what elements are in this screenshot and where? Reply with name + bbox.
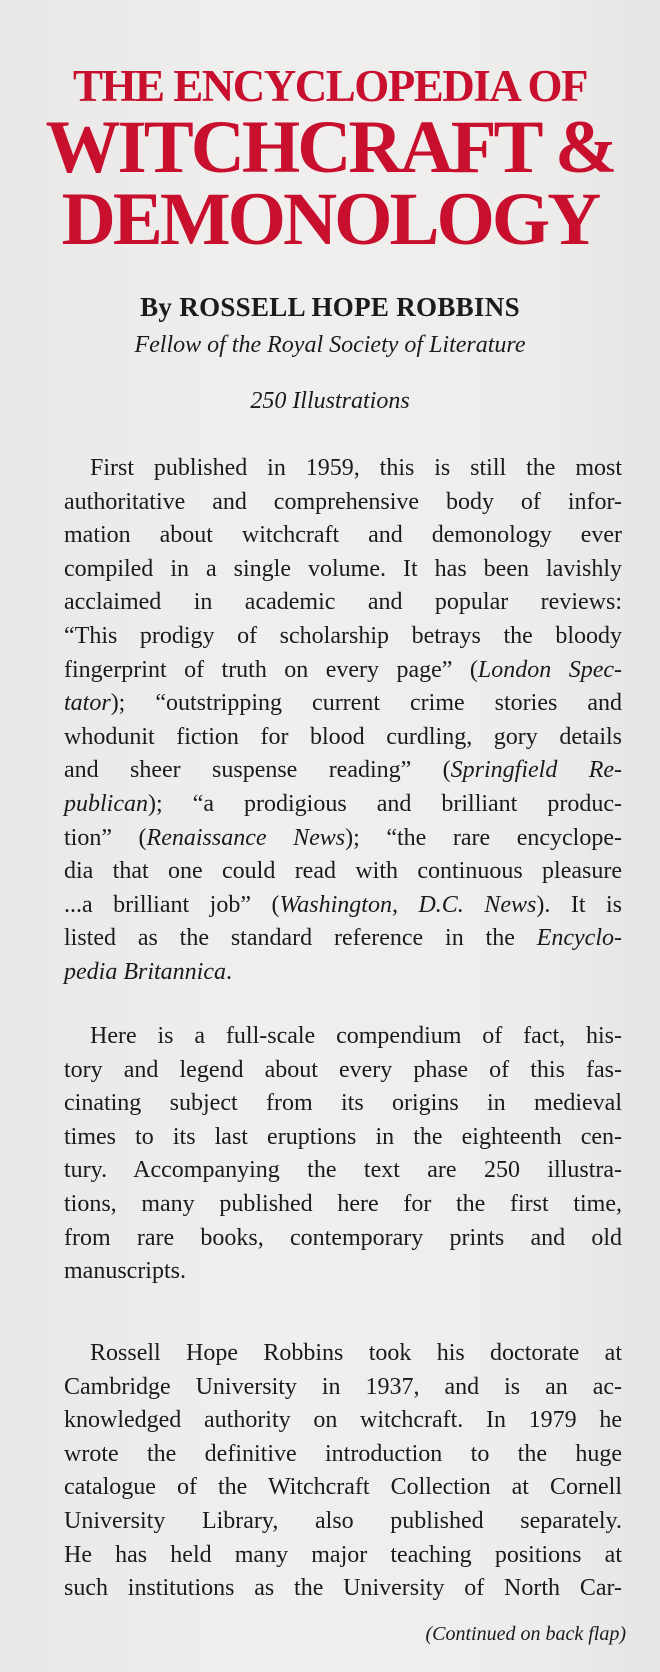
italic-citation: Washington, D.C. News xyxy=(279,891,537,918)
text-line: catalogue of the Witchcraft Collection at Cornell xyxy=(64,1474,622,1501)
text-run: tion” ( xyxy=(64,824,147,851)
text-run: ); “outstripping current crime stories and xyxy=(110,690,622,717)
italic-citation: publican xyxy=(64,790,148,817)
continued-note: (Continued on back flap) xyxy=(425,1623,626,1645)
text-line: acclaimed in academic and popular reviews: xyxy=(64,589,622,616)
text-line: authoritative and comprehensive body of infor- xyxy=(64,488,622,515)
text-line: First published in 1959, this is still the most xyxy=(90,455,622,481)
paragraph-author-bio xyxy=(64,1337,622,1606)
text-line: University Library, also published separately. xyxy=(64,1507,622,1534)
illustrations-note: 250 Illustrations xyxy=(250,388,410,414)
italic-citation: Springfield Re- xyxy=(450,757,622,784)
text-line: whodunit fiction for blood curdling, gory details xyxy=(64,723,622,750)
text-line: dia that one could read with continuous pleasure xyxy=(64,858,622,885)
italic-citation: Renaissance News xyxy=(146,824,346,851)
author-credential: Fellow of the Royal Society of Literature xyxy=(134,332,526,358)
text-line: such institutions as the University of North Car- xyxy=(64,1575,622,1602)
title-line-2: WITCHCRAFT & xyxy=(45,106,615,189)
text-line: tory and legend about every phase of this fas- xyxy=(64,1056,622,1083)
text-line: from rare books, contemporary prints and old xyxy=(64,1224,622,1251)
text-line: He has held many major teaching positions at xyxy=(64,1541,622,1568)
text-line: compiled in a single volume. It has been lavishly xyxy=(64,555,622,582)
text-run: . xyxy=(225,958,232,985)
text-line xyxy=(64,922,622,956)
text-line: manuscripts. xyxy=(64,1258,186,1285)
text-line xyxy=(64,754,622,788)
text-line: knowledged authority on witchcraft. In 1979 he xyxy=(64,1407,622,1434)
paragraph-compendium xyxy=(64,1020,622,1289)
text-line: tions, many published here for the first time, xyxy=(64,1190,622,1217)
text-line xyxy=(64,788,622,822)
text-line xyxy=(64,687,622,721)
text-line: wrote the definitive introduction to the huge xyxy=(64,1440,622,1467)
text-line: times to its last eruptions in the eighteenth cen- xyxy=(64,1123,622,1150)
book-title xyxy=(0,60,660,261)
paragraph-publication-history xyxy=(64,452,622,990)
text-line: cinating subject from its origins in medieval xyxy=(64,1090,622,1117)
title-line-1: THE ENCYCLOPEDIA OF xyxy=(72,61,588,111)
text-run: ); “a prodigious and brilliant produc- xyxy=(148,790,622,817)
text-line xyxy=(64,889,622,923)
text-run: ...a brilliant job” ( xyxy=(64,891,280,918)
text-run: ). It is xyxy=(536,891,623,918)
text-run: fingerprint of truth on every page” ( xyxy=(64,656,478,683)
text-line xyxy=(64,956,622,990)
text-line: Cambridge University in 1937, and is an ac- xyxy=(64,1373,622,1400)
text-line: tury. Accompanying the text are 250 illustra- xyxy=(64,1157,622,1184)
text-line: mation about witchcraft and demonology ever xyxy=(64,522,622,549)
italic-citation: tator xyxy=(64,690,111,717)
text-line: “This prodigy of scholarship betrays the bloody xyxy=(64,622,622,649)
italic-citation: London Spec- xyxy=(477,656,622,683)
author-byline: By ROSSELL HOPE ROBBINS xyxy=(140,292,520,322)
title-line-3: DEMONOLOGY xyxy=(61,178,599,261)
text-run: listed as the standard reference in the xyxy=(64,925,537,952)
text-line: Rossell Hope Robbins took his doctorate at xyxy=(90,1340,622,1366)
text-line xyxy=(64,654,622,688)
text-run: and sheer suspense reading” ( xyxy=(64,757,451,784)
text-run: ); “the rare encyclope- xyxy=(345,824,622,851)
italic-citation: Encyclo- xyxy=(536,925,622,952)
text-line: Here is a full-scale compendium of fact, his- xyxy=(90,1023,622,1049)
text-line xyxy=(64,822,622,856)
italic-citation: pedia Britannica xyxy=(64,958,226,985)
